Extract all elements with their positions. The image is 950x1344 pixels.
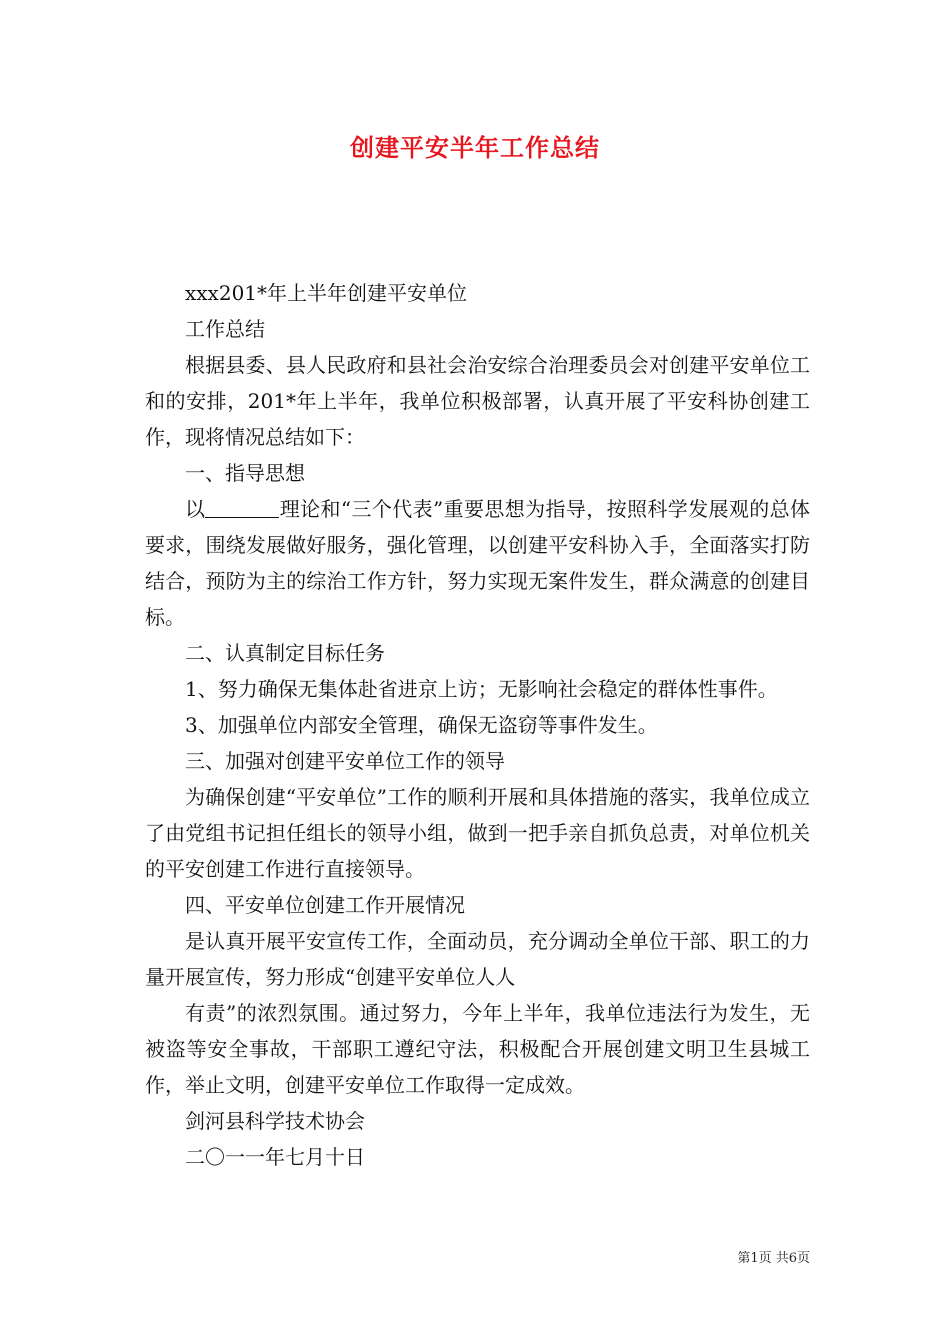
section-1-title: 一、指导思想: [185, 461, 305, 485]
page-number: 第1页 共6页: [737, 1251, 810, 1266]
heading-line-1: xxx201*年上半年创建平安单位: [185, 281, 468, 305]
section-1-text: 理论和“三个代表”重要思想为指导，按照科学发展观的总体要求，围绕发展做好服务，强化管理，以创建平安科协入手，全面落实打防结合，预防为主的综治工作方针，努力实现无案件发生，群众满意的创建目标。: [145, 497, 811, 629]
fill-in-blank: [205, 497, 279, 518]
section-3-title: 三、加强对创建平安单位工作的领导: [185, 749, 505, 773]
document-body: [145, 275, 810, 1175]
section-2-item-1: 1、努力确保无集体赴省进京上访；无影响社会稳定的群体性事件。: [185, 677, 778, 701]
section-4-paragraph-2: 有责”的浓烈氛围。通过努力，今年上半年，我单位违法行为发生，无被盗等安全事故，干部职工遵纪守法，积极配合开展创建文明卫生县城工作，举止文明，创建平安单位工作取得一定成效。: [145, 1001, 810, 1097]
section-1-prefix: 以: [185, 497, 206, 521]
intro-paragraph: 根据县委、县人民政府和县社会治安综合治理委员会对创建平安单位工和的安排，201*年上半年，我单位积极部署，认真开展了平安科协创建工作，现将情况总结如下：: [145, 353, 810, 449]
document-title: 创建平安半年工作总结: [350, 133, 600, 162]
section-1-paragraph: [145, 491, 810, 635]
heading-line-2: 工作总结: [185, 317, 265, 341]
section-2-title: 二、认真制定目标任务: [185, 641, 385, 665]
section-4-paragraph-1: 是认真开展平安宣传工作，全面动员，充分调动全单位干部、职工的力量开展宣传，努力形成“创建平安单位人人: [145, 929, 810, 989]
section-4-title: 四、平安单位创建工作开展情况: [185, 893, 465, 917]
signature-organization: 剑河县科学技术协会: [185, 1109, 365, 1133]
section-2-item-3: 3、加强单位内部安全管理，确保无盗窃等事件发生。: [185, 713, 658, 737]
signature-date: 二〇一一年七月十日: [185, 1145, 365, 1169]
section-3-paragraph: 为确保创建“平安单位”工作的顺利开展和具体措施的落实，我单位成立了由党组书记担任组长的领导小组，做到一把手亲自抓负总责，对单位机关的平安创建工作进行直接领导。: [145, 785, 810, 881]
